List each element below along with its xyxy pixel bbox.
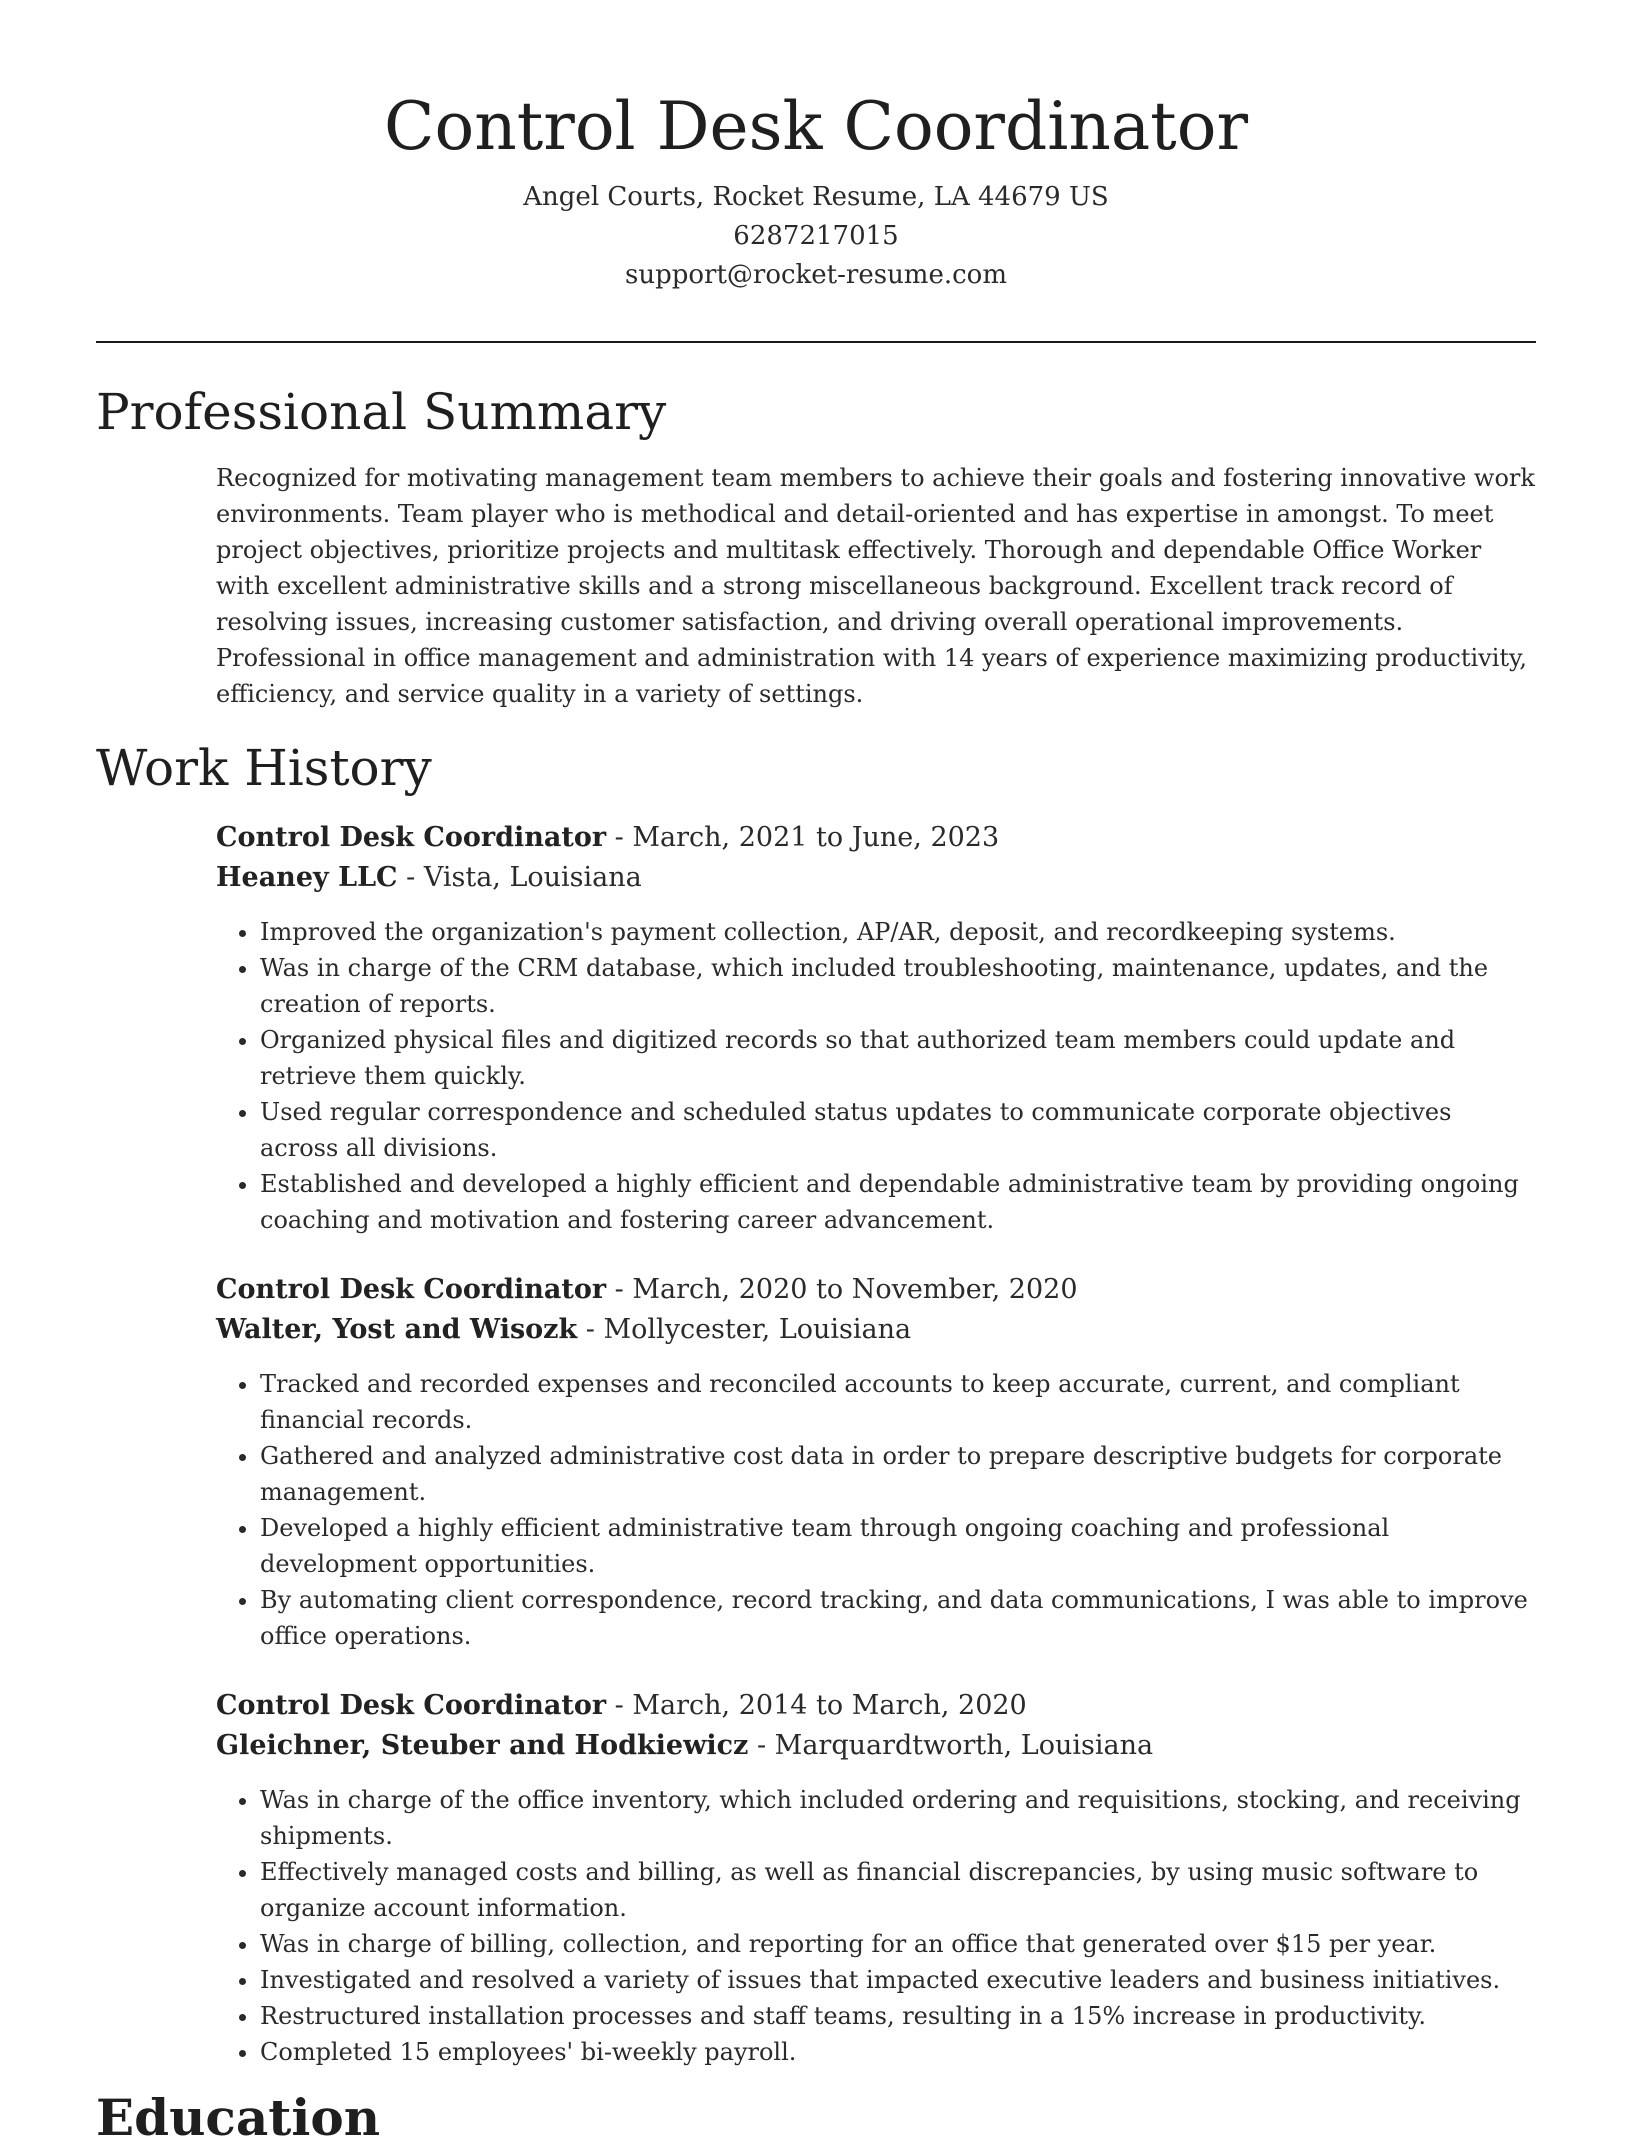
candidate-name: Control Desk Coordinator — [384, 88, 1248, 165]
job-title-line — [216, 818, 1536, 858]
separator: - — [606, 1690, 633, 1721]
contact-block — [0, 178, 1632, 295]
list-item: • By automating client correspondence, record tracking, and data communications, I was able to improve office operations. — [260, 1582, 1536, 1654]
separator: - — [606, 822, 633, 853]
job-role: Control Desk Coordinator — [216, 822, 607, 853]
list-item: • Effectively managed costs and billing, as well as financial discrepancies, by using music software to organize account information. — [260, 1854, 1536, 1926]
separator: - — [748, 1730, 775, 1761]
job-entry — [216, 1270, 1536, 1654]
list-item: • Completed 15 employees' bi-weekly payroll. — [260, 2034, 1536, 2070]
list-item: • Improved the organization's payment collection, AP/AR, deposit, and recordkeeping systems. — [260, 914, 1536, 950]
job-role: Control Desk Coordinator — [216, 1274, 607, 1305]
job-company: Gleichner, Steuber and Hodkiewicz — [216, 1730, 749, 1761]
contact-phone: 6287217015 — [733, 221, 899, 251]
list-item: • Investigated and resolved a variety of issues that impacted executive leaders and business initiatives. — [260, 1962, 1536, 1998]
job-title-line — [216, 1686, 1536, 1726]
job-location: Marquardtworth, Louisiana — [774, 1730, 1154, 1761]
contact-address: Angel Courts, Rocket Resume, LA 44679 US — [523, 182, 1109, 212]
job-entry — [216, 1686, 1536, 2070]
job-location: Vista, Louisiana — [423, 862, 642, 893]
job-company: Heaney LLC — [216, 862, 398, 893]
list-item: • Restructured installation processes and staff teams, resulting in a 15% increase in productivity. — [260, 1998, 1536, 2034]
list-item: • Developed a highly efficient administrative team through ongoing coaching and professional development opportunities. — [260, 1510, 1536, 1582]
job-bullets — [216, 1366, 1536, 1654]
education-heading: Education — [96, 2088, 381, 2147]
resume-header — [0, 86, 1632, 295]
job-location: Mollycester, Louisiana — [603, 1314, 912, 1345]
job-bullets — [216, 1782, 1536, 2070]
list-item: • Organized physical files and digitized records so that authorized team members could update and retrieve them quickly. — [260, 1022, 1536, 1094]
job-dates: March, 2021 to June, 2023 — [632, 822, 1000, 853]
job-company-line — [216, 858, 1536, 898]
list-item: • Gathered and analyzed administrative cost data in order to prepare descriptive budgets for corporate management. — [260, 1438, 1536, 1510]
contact-email: support@rocket-resume.com — [624, 260, 1007, 290]
list-item: • Was in charge of billing, collection, and reporting for an office that generated over $15 per year. — [260, 1926, 1536, 1962]
list-item: • Was in charge of the office inventory, which included ordering and requisitions, stocking, and receiving shipments. — [260, 1782, 1536, 1854]
job-company-line — [216, 1726, 1536, 1766]
job-bullets — [216, 914, 1536, 1238]
job-entry — [216, 818, 1536, 1238]
header-divider — [96, 341, 1536, 343]
job-role: Control Desk Coordinator — [216, 1690, 607, 1721]
job-company-line — [216, 1310, 1536, 1350]
list-item: • Tracked and recorded expenses and reconciled accounts to keep accurate, current, and compliant financial records. — [260, 1366, 1536, 1438]
list-item: • Was in charge of the CRM database, which included troubleshooting, maintenance, updates, and the creation of reports. — [260, 950, 1536, 1022]
work-history-heading: Work History — [96, 739, 432, 797]
separator: - — [606, 1274, 633, 1305]
separator: - — [577, 1314, 604, 1345]
job-dates: March, 2020 to November, 2020 — [632, 1274, 1078, 1305]
summary-text: Recognized for motivating management team members to achieve their goals and fostering innovative work environments. Team player who is methodical and detail-oriented and has expertise in amongst. To meet project objectives, prioritize projects and multitask effectively. Thorough and dependable Office Worker with excellent administrative skills and a strong miscellaneous background. Excellent track record of resolving issues, increasing customer satisfaction, and driving overall operational improvements. Professional in office management and administration with 14 years of experience maximizing productivity, efficiency, and service quality in a variety of settings. — [216, 464, 1535, 708]
list-item: • Established and developed a highly efficient and dependable administrative team by providing ongoing coaching and motivation and fostering career advancement. — [260, 1166, 1536, 1238]
job-dates: March, 2014 to March, 2020 — [632, 1690, 1027, 1721]
separator: - — [397, 862, 424, 893]
summary-heading: Professional Summary — [96, 383, 667, 441]
list-item: • Used regular correspondence and scheduled status updates to communicate corporate objectives across all divisions. — [260, 1094, 1536, 1166]
job-company: Walter, Yost and Wisozk — [216, 1314, 578, 1345]
job-title-line — [216, 1270, 1536, 1310]
